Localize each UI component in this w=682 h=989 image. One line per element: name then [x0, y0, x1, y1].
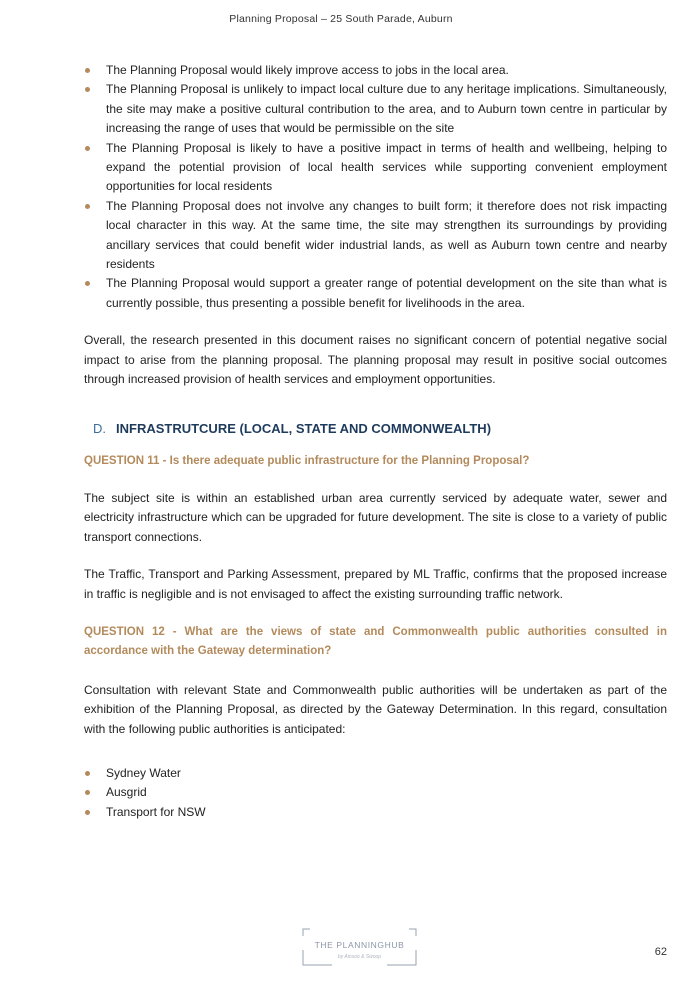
overall-paragraph: Overall, the research presented in this document raises no significant concern of potential negative social impact to arise from the planning proposal. The planning proposal may result in positive social outcomes through increased provision of health services and employment opportunities.	[84, 333, 667, 387]
list-item: The Planning Proposal is likely to have a positive impact in terms of health and wellbeing, helping to expand the potential provision of local health services while supporting convenient employment opportunities for local residents	[84, 139, 667, 197]
bullet-icon	[85, 790, 90, 795]
logo-text: THE PLANNINGHUB	[314, 940, 405, 950]
bullet-icon	[85, 204, 90, 209]
bullet-icon	[85, 68, 90, 73]
bullet-icon	[85, 281, 90, 286]
list-item: Sydney Water	[84, 764, 667, 783]
bullet-icon	[85, 810, 90, 815]
benefits-list	[84, 61, 667, 313]
list-item: The Planning Proposal would support a greater range of potential development on the site than what is currently possible, thus presenting a possible benefit for livelihoods in the area.	[84, 274, 667, 313]
page-header: Planning Proposal – 25 South Parade, Auburn	[229, 13, 453, 25]
bullet-icon	[85, 771, 90, 776]
section-letter: D.	[93, 420, 106, 436]
planning-hub-logo	[302, 928, 417, 966]
bullet-icon	[85, 146, 90, 151]
question-12-para-1: Consultation with relevant State and Commonwealth public authorities will be undertaken as part of the exhibition of the Planning Proposal, as directed by the Gateway Determination. In this regard, consultation with the following public authorities is anticipated:	[84, 682, 667, 736]
section-heading	[93, 421, 667, 436]
question-11-para-2: The Traffic, Transport and Parking Assessment, prepared by ML Traffic, confirms that the proposed increase in traffic is negligible and is not envisaged to affect the existing surrounding traffic network.	[84, 567, 667, 601]
page-content	[84, 61, 667, 822]
page-number: 62	[654, 946, 667, 958]
question-11-heading: QUESTION 11 - Is there adequate public infrastructure for the Planning Proposal?	[84, 454, 530, 467]
logo-subtext: by Ainsoo & Swoop	[337, 954, 382, 960]
question-11-para-1: The subject site is within an established urban area currently serviced by adequate water, sewer and electricity infrastructure which can be upgraded for future development. The site is close to a variety of public transport connections.	[84, 490, 667, 544]
list-item: Transport for NSW	[84, 803, 667, 822]
section-title: INFRASTRUTCURE (LOCAL, STATE AND COMMONWEALTH)	[116, 420, 492, 436]
list-item: Ausgrid	[84, 783, 667, 802]
list-item: The Planning Proposal is unlikely to impact local culture due to any heritage implications. Simultaneously, the site may make a positive cultural contribution to the area, and to Auburn town centre in particular by increasing the range of uses that would be permissible on the site	[84, 80, 667, 138]
list-item: The Planning Proposal would likely improve access to jobs in the local area.	[84, 61, 667, 80]
list-item: The Planning Proposal does not involve any changes to built form; it therefore does not risk impacting local character in this way. At the same time, the site may strengthen its surroundings by providing ancillary services that could benefit wider industrial lands, as well as Auburn town centre and nearby residents	[84, 197, 667, 275]
bullet-icon	[85, 87, 90, 92]
authorities-list	[84, 764, 667, 822]
question-12-heading: QUESTION 12 - What are the views of state and Commonwealth public authorities consulted in accordance with the Gateway determination?	[84, 625, 667, 658]
